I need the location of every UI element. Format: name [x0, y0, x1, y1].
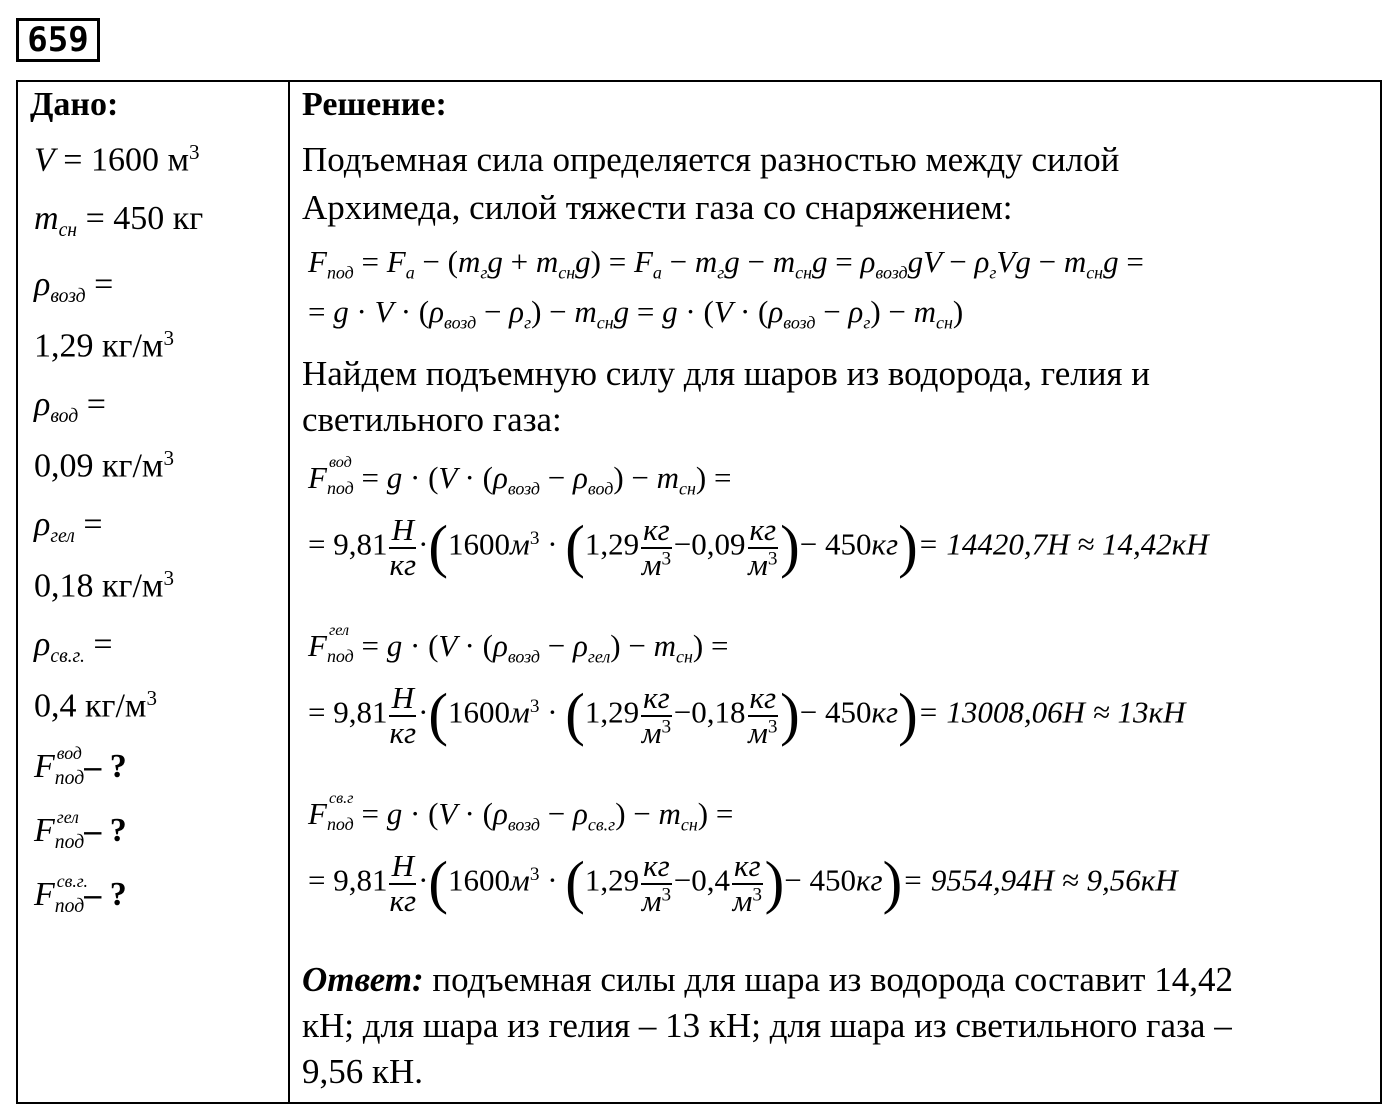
- given-rho-air: $\rho_{возд}$ =: [34, 266, 114, 307]
- unknown-force-lighting-gas: $F_{под св.г.}$ – ?: [34, 870, 127, 917]
- given-volume: V = 1600 $м^3$: [34, 140, 200, 179]
- solution-table: [16, 80, 1382, 1104]
- answer-line-3: 9,56 кН.: [302, 1052, 424, 1091]
- given-rho-helium-value: 0,18 $кг/м^3$: [34, 566, 174, 605]
- given-title: Дано:: [30, 86, 119, 123]
- find-line-1: Найдем подъемную силу для шаров из водорода, гелия и: [302, 354, 1151, 393]
- given-rho-air-value: 1,29 $кг/м^3$: [34, 326, 174, 365]
- lift-force-formula-line-1: $F_{под} = F_а - (m_гg + m_{сн}g) = F_а - m_гg - m_{сн}g = \rho_{возд}gV - \rho_гVg - m_{сн}g$ =: [308, 244, 1144, 283]
- hydrogen-formula: $F_{под вод}$ = $g \cdot (V \cdot (\rho_{возд} - \rho_{вод}) - m_{сн})$ =: [308, 454, 732, 499]
- lift-force-formula-line-2: = $g \cdot V \cdot (\rho_{возд} - \rho_г) - m_{сн}g = g \cdot (V \cdot (\rho_{возд} - \rho_г) - m_{сн})$: [308, 294, 964, 333]
- given-rho-lighting-gas-value: 0,4 $кг/м^3$: [34, 686, 157, 725]
- hydrogen-calculation: = 9,81 $\frac{Н}{кг}$ $\cdot(1600м^3 \cdot (1,29$ $\frac{кг}{м^3}$ −0,09 $\frac{кг}{м^3}$ )− 450кг)= 14420,7Н ≈ 14,42кН: [308, 512, 1209, 582]
- problem-number: 659: [16, 18, 100, 62]
- lighting-gas-calculation: = 9,81 $\frac{Н}{кг}$ $\cdot(1600м^3 \cdot (1,29$ $\frac{кг}{м^3}$ −0,4 $\frac{кг}{м^3}$ )− 450кг)= 9554,94Н ≈ 9,56кН: [308, 848, 1178, 918]
- helium-calculation: = 9,81 $\frac{Н}{кг}$ $\cdot(1600м^3 \cdot (1,29$ $\frac{кг}{м^3}$ −0,18 $\frac{кг}{м^3}$ )− 450кг)= 13008,06Н ≈ 13кН: [308, 680, 1186, 750]
- unknown-force-helium: $F_{под гел}$ – ?: [34, 806, 127, 853]
- given-rho-hydrogen: $\rho_{вод}$ =: [34, 386, 106, 427]
- given-rho-helium: $\rho_{гел}$ =: [34, 506, 103, 547]
- given-rho-hydrogen-value: 0,09 $кг/м^3$: [34, 446, 174, 485]
- answer-line-2: кН; для шара из гелия – 13 кН; для шара из светильного газа –: [302, 1006, 1232, 1045]
- lighting-gas-formula: $F_{под св.г}$ = $g \cdot (V \cdot (\rho_{возд} - \rho_{св.г}) - m_{сн})$ =: [308, 790, 734, 835]
- helium-formula: $F_{под гел}$ = $g \cdot (V \cdot (\rho_{возд} - \rho_{гел}) - m_{сн})$ =: [308, 622, 729, 667]
- find-line-2: светильного газа:: [302, 400, 562, 439]
- given-rho-lighting-gas: $\rho_{св.г.}$ =: [34, 626, 113, 667]
- column-divider: [288, 80, 290, 1104]
- unknown-force-hydrogen: $F_{под вод}$ – ?: [34, 742, 127, 789]
- solution-title: Решение:: [302, 86, 447, 123]
- intro-line-2: Архимеда, силой тяжести газа со снаряжением:: [302, 188, 1013, 227]
- intro-line-1: Подъемная сила определяется разностью между силой: [302, 140, 1120, 179]
- answer-line-1: Ответ: подъемная силы для шара из водорода составит 14,42: [302, 960, 1233, 999]
- given-equipment-mass: $m_{сн} = 450$ кг: [34, 200, 204, 241]
